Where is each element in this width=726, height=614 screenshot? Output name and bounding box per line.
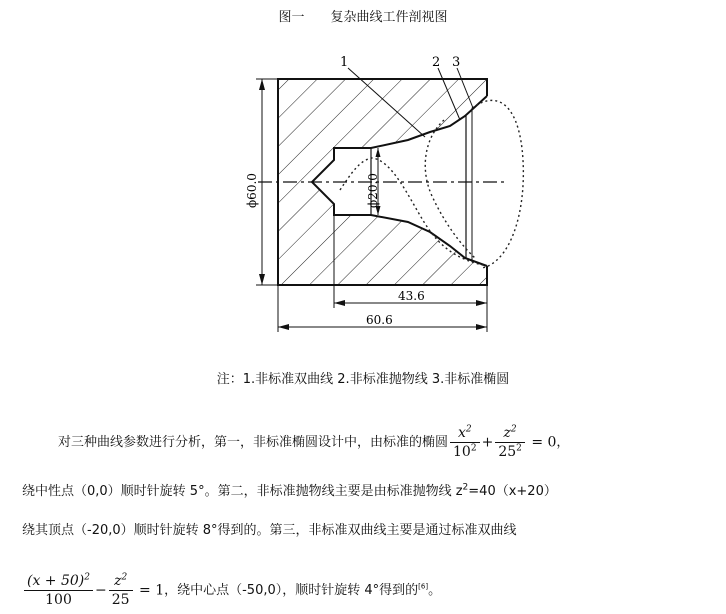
eq2-exp2: 2 [121,572,128,583]
eq1-rhs: = 0 [531,434,557,451]
eq1-den2: 25 [498,444,517,460]
eq1-plus: + [481,434,494,451]
depth-arrow-right [476,300,487,306]
caption-label: 图一 [278,10,305,25]
width-dim-label: 60.6 [366,313,393,327]
eq1-tail: ， [556,435,570,450]
eq1-exp2: 2 [510,424,517,435]
eq1-num1: x [457,425,466,441]
eq1-den1: 10 [453,444,471,460]
depth-arrow-left [334,300,345,306]
p1-text: 对三种曲线参数进行分析，第一，非标准椭圆设计中，由标准的椭圆 [58,435,449,450]
figure-note: 注：1.非标准双曲线 2.非标准抛物线 3.非标准椭圆 [216,372,510,387]
width-arrow-left [278,324,289,330]
bore-dim-label: ϕ20.0 [366,173,380,208]
eq2-rhs: = 1 [139,582,165,599]
eq1-num2: z [503,425,511,441]
label-2: 2 [432,55,441,70]
paragraph-line-3: 绕其顶点（-20,0）顺时针旋转 8°得到的。第三，非标准双曲线主要是通过标准双曲线 [22,523,517,538]
paragraph-line-4 [22,572,441,609]
bore-arrow-top [376,148,381,157]
eq1-den-exp2: 2 [516,443,522,454]
p2-tail: =40（x+20） [468,484,557,499]
eq1-den-exp1: 2 [470,443,477,454]
p4-end: 。 [428,583,442,598]
p4-text: ，绕中心点（-50,0），顺时针旋转 4°得到的 [164,583,419,598]
eq2-minus: − [95,582,107,599]
label-1: 1 [340,55,349,70]
curve-ellipse-dotted [472,100,523,268]
eq2-num2: z [114,573,122,589]
eq2-den1: 100 [45,592,72,608]
width-arrow-right [476,324,487,330]
height-arrow-top [259,79,265,90]
eq1-exp1: 2 [465,424,472,435]
height-dim-label: ϕ60.0 [245,173,259,208]
height-arrow-bottom [259,274,265,285]
eq2-num1: (x + 50) [27,573,85,589]
citation[interactable]: [6] [418,582,429,591]
depth-dim-label: 43.6 [398,289,425,303]
eq2-exp1: 2 [84,572,90,583]
paragraph-line-1 [58,424,569,461]
hyperbola-equation [22,572,164,609]
ellipse-equation [448,424,556,461]
p2-text: 绕中性点（0,0）顺时针旋转 5°。第二，非标准抛物线主要是由标准抛物线 z [22,484,463,499]
label-3: 3 [452,55,461,70]
caption-title: 复杂曲线工件剖视图 [330,10,448,25]
eq2-den2: 25 [111,592,130,608]
p2-sup: 2 [462,482,469,493]
paragraph-line-2 [22,480,557,499]
